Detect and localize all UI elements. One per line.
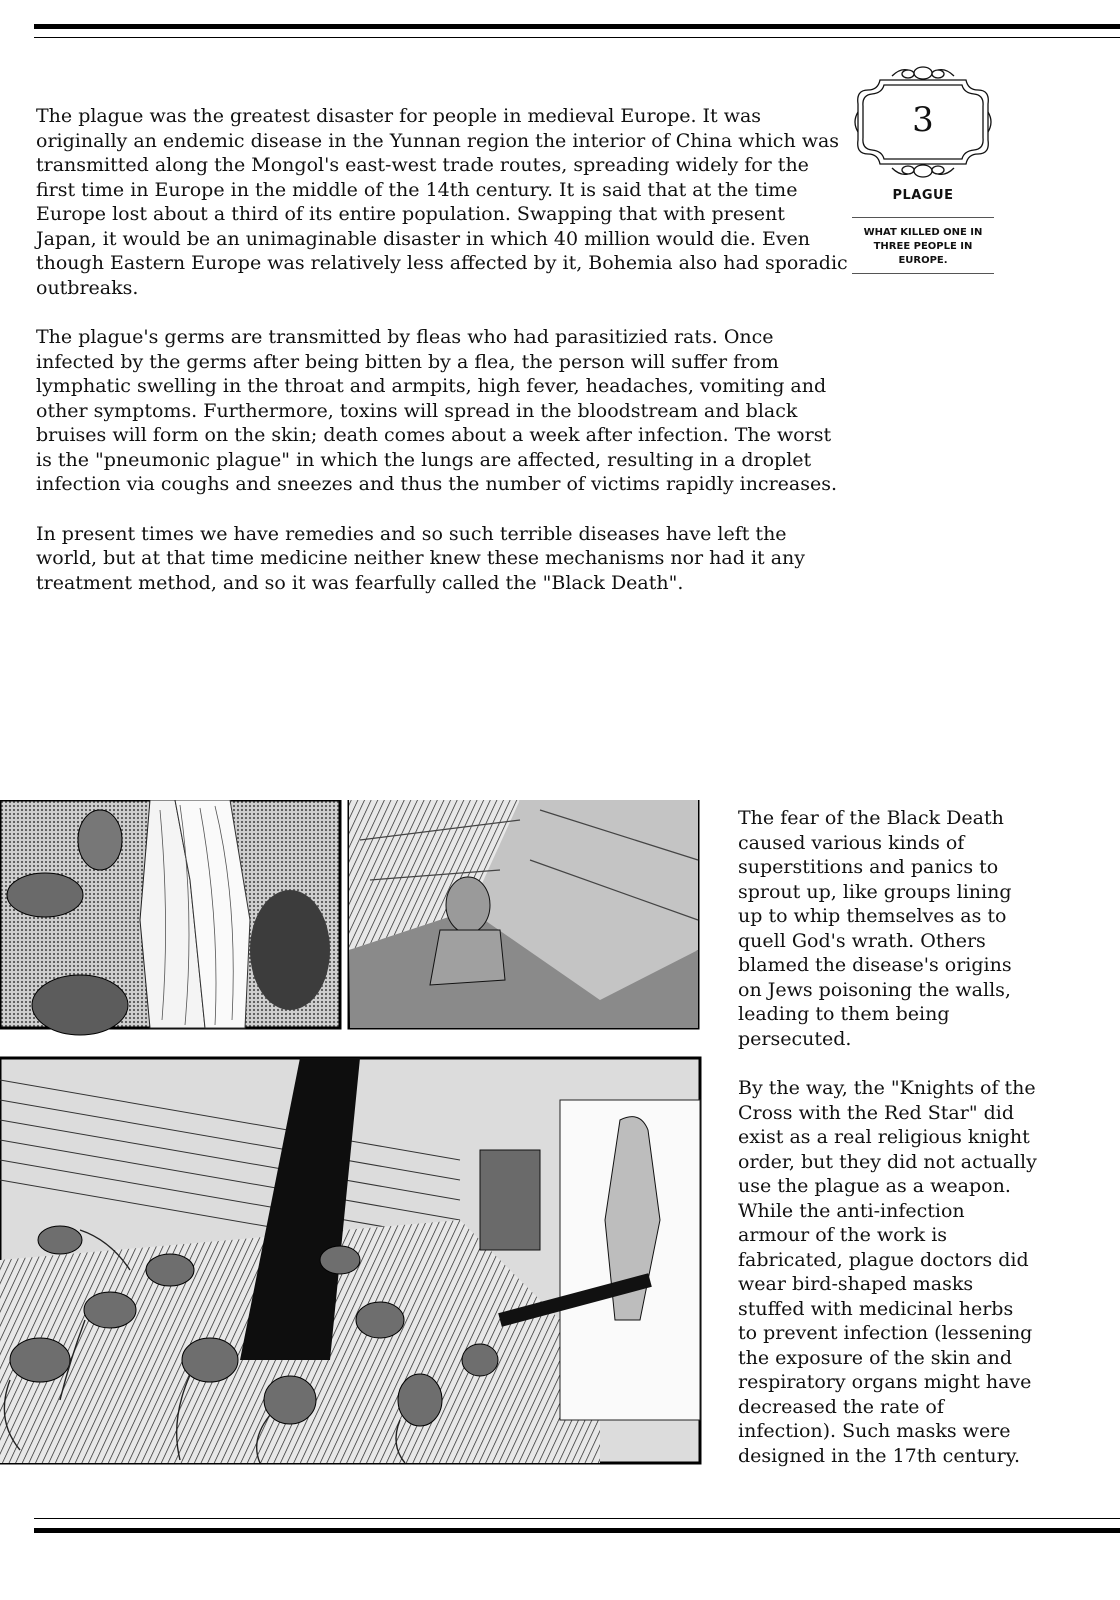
side-paragraph-1: The fear of the Black Death caused various kinds of superstitions and panics to sprout up, like groups lining up to whip themselves as to quell God's wrath. Others blamed the disease's origins on Jews poisoning the walls, leading to them being persecuted. <box>738 807 1012 1050</box>
note-divider-bottom <box>852 273 994 274</box>
main-paragraph-2: The plague's germs are transmitted by fleas who had parasitizied rats. Once infected by the germs after being bitten by a flea, the person will suffer from lymphatic swelling in the throat and armpits, high fever, headaches, vomiting and other symptoms. Furthermore, toxins will spread in the bloodstream and black bruises will form on the skin; death comes about a week after infection. The worst is the "pneumonic plague" in which the lungs are affected, resulting in a droplet infection via coughs and sneezes and thus the number of victims rapidly increases. <box>36 326 838 495</box>
note-number: 3 <box>912 100 934 140</box>
panel-crouched-figure <box>349 800 698 1028</box>
main-article <box>36 104 848 620</box>
ornate-number-frame <box>852 62 994 182</box>
bottom-rule-thin <box>34 1518 1120 1519</box>
note-title: PLAGUE <box>892 188 954 203</box>
manga-panels <box>0 800 702 1465</box>
panel-rats-on-figure <box>0 800 340 1035</box>
top-rule-thick <box>34 24 1120 29</box>
bottom-rule-thick <box>34 1528 1120 1533</box>
sidebar-note <box>852 62 994 274</box>
side-paragraph-2: By the way, the "Knights of the Cross with the Red Star" did exist as a real religious knight order, but they did not actually use the plague as a weapon. While the anti-infection armour of the work is fabricated, plague doctors did wear bird-shaped masks stuffed with medicinal herbs to prevent infection (lessening the exposure of the skin and respiratory organs might have decreased the rate of infection). Such masks were designed in the 17th century. <box>738 1077 1037 1467</box>
top-rule-thin <box>34 37 1120 38</box>
note-subtitle: WHAT KILLED ONE IN THREE PEOPLE IN EUROPE. <box>863 227 983 266</box>
side-article <box>738 806 1038 1493</box>
panel-rat-swarm <box>0 1058 700 1463</box>
main-paragraph-1: The plague was the greatest disaster for people in medieval Europe. It was originally an endemic disease in the Yunnan region the interior of China which was transmitted along the Mongol's east-west trade routes, spreading widely for the first time in Europe in the middle of the 14th century. It is said that at the time Europe lost about a third of its entire population. Swapping that with present Japan, it would be an unimaginable disaster in which 40 million would die. Even though Eastern Europe was relatively less affected by it, Bohemia also had sporadic outbreaks. <box>36 105 848 299</box>
main-paragraph-3: In present times we have remedies and so such terrible diseases have left the world, but at that time medicine neither knew these mechanisms nor had it any treatment method, and so it was fearfully called the "Black Death". <box>36 522 805 594</box>
